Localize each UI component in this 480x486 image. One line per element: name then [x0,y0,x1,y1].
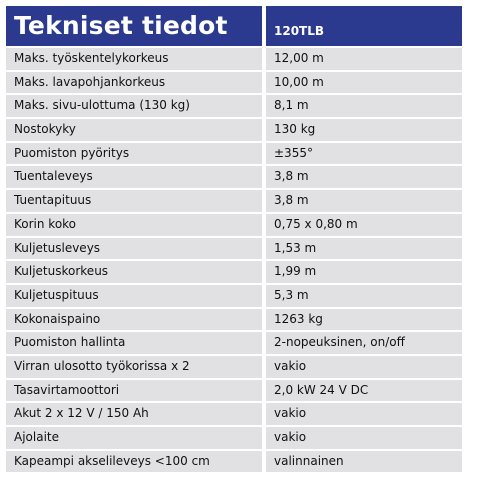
table-row [6,332,462,354]
spec-label: Kokonaispaino [6,309,262,331]
table-row [6,261,462,283]
spec-label: Kuljetusleveys [6,238,262,260]
table-row [6,427,462,449]
table-row [6,190,462,212]
spec-value: ±355° [266,143,462,165]
table-row [6,72,462,94]
table-row [6,451,462,473]
spec-value: 10,00 m [266,72,462,94]
table-row [6,356,462,378]
spec-label: Tuentaleveys [6,166,262,188]
spec-label: Maks. lavapohjankorkeus [6,72,262,94]
spec-label: Virran ulosotto työkorissa x 2 [6,356,262,378]
spec-value: 5,3 m [266,285,462,307]
table-row [6,285,462,307]
table-row [6,143,462,165]
spec-value: vakio [266,356,462,378]
spec-label: Korin koko [6,214,262,236]
spec-value: 12,00 m [266,48,462,70]
spec-label: Kuljetuskorkeus [6,261,262,283]
table-row [6,214,462,236]
spec-value: 3,8 m [266,190,462,212]
spec-label: Akut 2 x 12 V / 150 Ah [6,403,262,425]
table-row [6,238,462,260]
spec-label: Kuljetuspituus [6,285,262,307]
spec-value: 1,99 m [266,261,462,283]
spec-label: Tasavirtamoottori [6,380,262,402]
model-header: 120TLB [266,6,462,46]
spec-table [6,6,462,474]
spec-value: 3,8 m [266,166,462,188]
spec-label: Ajolaite [6,427,262,449]
spec-value: valinnainen [266,451,462,473]
table-header [6,6,462,46]
spec-label: Nostokyky [6,119,262,141]
spec-label: Maks. sivu-ulottuma (130 kg) [6,95,262,117]
table-row [6,309,462,331]
table-row [6,119,462,141]
spec-label: Tuentapituus [6,190,262,212]
spec-value: 2-nopeuksinen, on/off [266,332,462,354]
table-row [6,403,462,425]
spec-label: Kapeampi akselileveys <100 cm [6,451,262,473]
table-body [6,48,462,472]
table-title: Tekniset tiedot [6,6,262,46]
spec-value: 8,1 m [266,95,462,117]
table-row [6,380,462,402]
table-row [6,166,462,188]
table-row [6,95,462,117]
spec-value: vakio [266,403,462,425]
table-row [6,48,462,70]
spec-label: Puomiston hallinta [6,332,262,354]
spec-value: vakio [266,427,462,449]
spec-value: 1263 kg [266,309,462,331]
spec-value: 2,0 kW 24 V DC [266,380,462,402]
spec-label: Puomiston pyöritys [6,143,262,165]
spec-value: 1,53 m [266,238,462,260]
spec-value: 0,75 x 0,80 m [266,214,462,236]
spec-label: Maks. työskentelykorkeus [6,48,262,70]
spec-value: 130 kg [266,119,462,141]
